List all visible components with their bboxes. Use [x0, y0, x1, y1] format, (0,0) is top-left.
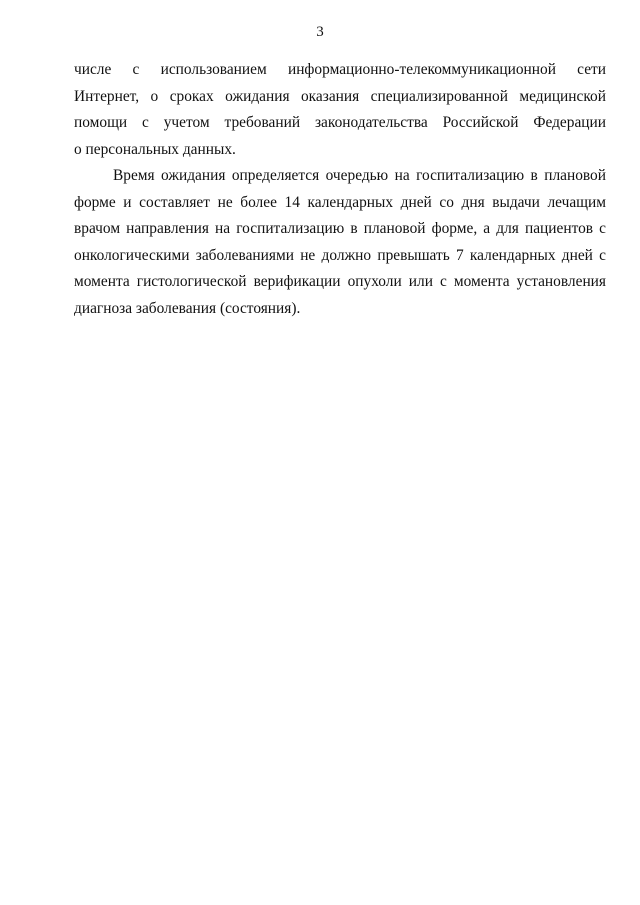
paragraph-2	[74, 163, 606, 322]
paragraph-1-line-4: о персональных данных.	[74, 140, 236, 158]
paragraph-2-line-4: онкологическими заболеваниями не должно превышать 7 календарных дней с	[74, 246, 606, 264]
paragraph-2-line-3: врачом направления на госпитализацию в плановой форме, а для пациентов с	[74, 220, 606, 237]
paragraph-1-line-2: Интернет, о сроках ожидания оказания специализированной медицинской	[74, 87, 606, 105]
document-body	[74, 57, 606, 322]
paragraph-1-line-1: числе с использованием информационно-телекоммуникационной сети	[74, 61, 606, 78]
paragraph-2-line-2: форме и составляет не более 14 календарных дней со дня выдачи лечащим	[74, 193, 606, 211]
paragraph-2-line-5: момента гистологической верификации опухоли или с момента установления	[74, 273, 606, 290]
paragraph-2-line-1: Время ожидания определяется очередью на госпитализацию в плановой	[113, 167, 606, 184]
paragraph-1	[74, 57, 606, 163]
paragraph-1-line-3: помощи с учетом требований законодательства Российской Федерации	[74, 114, 606, 131]
paragraph-2-line-6: диагноза заболевания (состояния).	[74, 299, 301, 317]
page-number: 3	[316, 24, 324, 40]
